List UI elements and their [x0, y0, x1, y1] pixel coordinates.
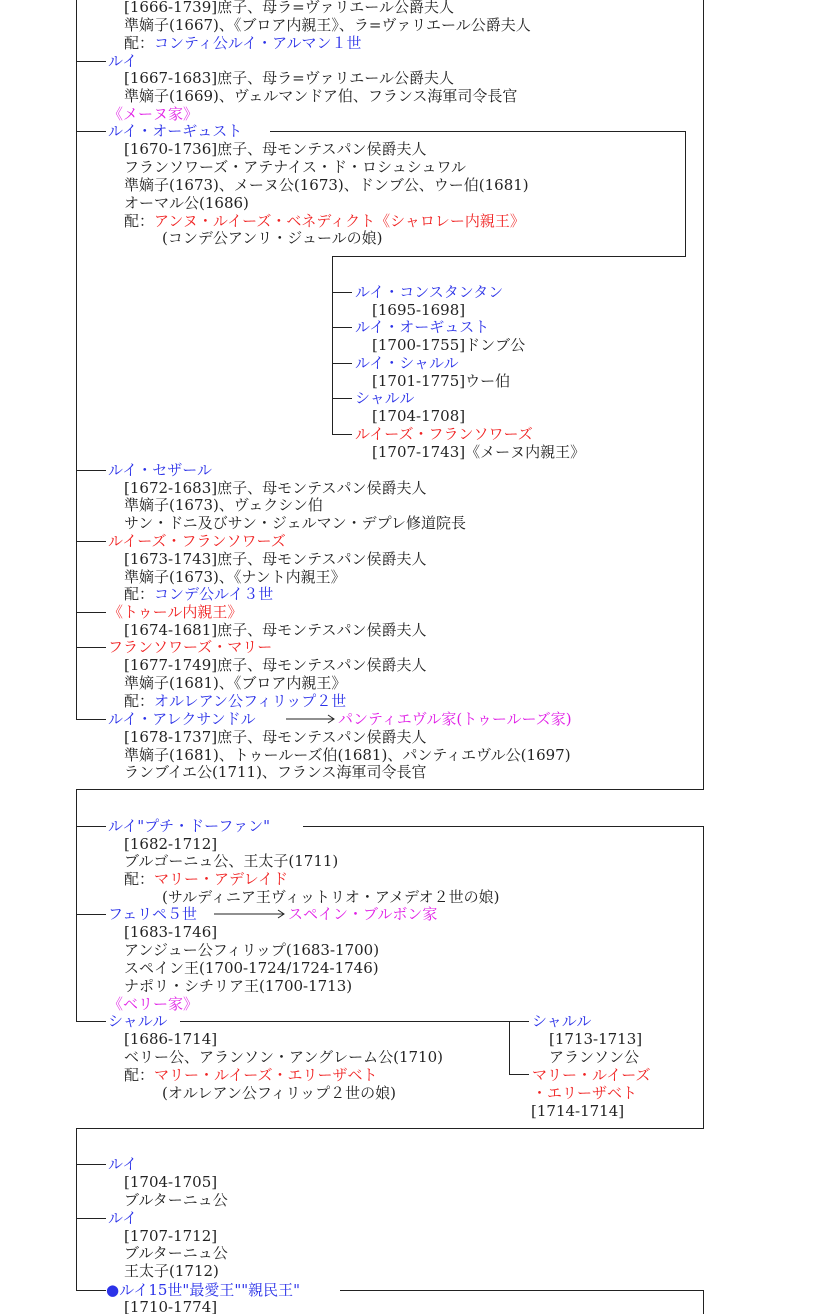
section3-right-border — [703, 1290, 704, 1314]
branch-connector-charles-berry — [76, 1021, 106, 1022]
mid-entry3-spouse-note: (オルレアン公フィリップ２世の娘) — [162, 1084, 396, 1102]
mid-entry3-spouse-row — [124, 1066, 378, 1084]
mid-entry1-titles: ブルゴーニュ公、王太子(1711) — [124, 852, 339, 870]
maine-child-1-link[interactable]: ルイ・コンスタンタン — [355, 283, 504, 301]
berry-child-1-dates: [1713-1713] — [549, 1030, 643, 1048]
bot-entry2-title-2: 王太子(1712) — [124, 1262, 219, 1280]
entry8-name-link[interactable]: ルイ・アレクサンドル — [108, 710, 256, 728]
entry3-spouse-row — [124, 212, 525, 230]
berry-child-1-link[interactable]: シャルル — [532, 1012, 592, 1030]
entry6-dates: [1674-1681]庶子、母モンテスパン侯爵夫人 — [124, 621, 427, 639]
mid-entry2-dates: [1683-1746] — [124, 923, 218, 941]
bot-entry3-row — [106, 1281, 300, 1299]
entry3-titles-cont: オーマル公(1686) — [124, 194, 249, 212]
house-penthievre-link[interactable]: パンティエヴル家(トゥールーズ家) — [338, 710, 572, 728]
spouse-label: 配： — [124, 692, 155, 710]
entry8-titles: 準嫡子(1681)、トゥールーズ伯(1681)、パンティエヴル公(1697) — [124, 746, 571, 764]
section1-bottom-border — [76, 789, 704, 790]
branch-connector-louis-1707 — [76, 1218, 106, 1219]
maine-children-trunk — [332, 256, 333, 434]
mid-entry1-name-link[interactable]: ルイ"プチ・ドーファン" — [108, 817, 270, 835]
bot-entry3-dates: [1710-1774] — [124, 1298, 218, 1314]
section2-left-border — [76, 789, 77, 1021]
house-berry-link[interactable]: 《ベリー家》 — [108, 995, 199, 1013]
entry8-dates: [1678-1737]庶子、母モンテスパン侯爵夫人 — [124, 728, 427, 746]
entry3-spouse-note: (コンデ公アンリ・ジュールの娘) — [162, 229, 383, 247]
section3-left-border — [76, 1128, 77, 1290]
berry-spouse-line — [180, 1021, 510, 1022]
bot-entry1-name-link[interactable]: ルイ — [108, 1155, 138, 1173]
bot-entry2-title: ブルターニュ公 — [124, 1244, 228, 1262]
entry8-titles-cont: ランブイエ公(1711)、フランス海軍司令長官 — [124, 763, 427, 781]
entry6-name-link[interactable]: 《トゥール内親王》 — [108, 603, 243, 621]
entry5-dates: [1673-1743]庶子、母モンテスパン侯爵夫人 — [124, 550, 427, 568]
maine-child-connector-3 — [332, 363, 352, 364]
entry2-titles: 準嫡子(1669)、ヴェルマンドア伯、フランス海軍司令長官 — [124, 87, 518, 105]
entry7-dates: [1677-1749]庶子、母モンテスパン侯爵夫人 — [124, 656, 427, 674]
entry5-spouse-link[interactable]: コンデ公ルイ３世 — [154, 585, 274, 603]
entry7-name-link[interactable]: フランソワーズ・マリー — [108, 638, 273, 656]
branch-connector-tours — [76, 612, 106, 613]
maine-child-5-detail: [1707-1743]《メーヌ内親王》 — [372, 443, 586, 461]
entry1-spouse-row — [124, 34, 361, 52]
maine-child-connector-1 — [332, 292, 352, 293]
entry1-dates: [1666-1739]庶子、母ラ=ヴァリエール公爵夫人 — [124, 0, 454, 16]
mid-entry2-name-link[interactable]: フェリペ５世 — [108, 905, 197, 923]
maine-child-connector-5 — [332, 434, 352, 435]
bot-entry2-name-link[interactable]: ルイ — [108, 1209, 138, 1227]
bullet-marker-icon: ● — [106, 1281, 120, 1299]
mid-entry1-spouse-link[interactable]: マリー・アデレイド — [154, 870, 288, 888]
maine-child-4-link[interactable]: シャルル — [355, 389, 415, 407]
house-spanish-bourbon-link[interactable]: スペイン・ブルボン家 — [288, 905, 438, 923]
entry7-titles: 準嫡子(1681)、《ブロア内親王》 — [124, 674, 347, 692]
spouse-label: 配： — [124, 870, 155, 888]
entry5-spouse-row — [124, 585, 273, 603]
maine-child-3-link[interactable]: ルイ・シャルル — [355, 354, 459, 372]
entry4-dates: [1672-1683]庶子、母モンテスパン侯爵夫人 — [124, 479, 427, 497]
branch-connector-louis-auguste — [76, 131, 106, 132]
mid-entry3-titles: ベリー公、アランソン・アングレーム公(1710) — [124, 1048, 443, 1066]
section2-spouse-line — [303, 826, 703, 827]
berry-child-connector-2 — [509, 1074, 529, 1075]
spouse-label: 配： — [124, 1066, 155, 1084]
branch-connector-philip-v — [76, 914, 106, 915]
entry5-name-link[interactable]: ルイーズ・フランソワーズ — [108, 532, 286, 550]
branch-connector-petit-dauphin — [76, 826, 106, 827]
entry5-titles: 準嫡子(1673)、《ナント内親王》 — [124, 568, 346, 586]
section1-right-border — [703, 0, 704, 789]
spouse-connector-maine-drop — [685, 131, 686, 256]
berry-children-trunk — [509, 1021, 510, 1074]
mid-entry2-titles: アンジュー公フィリップ(1683-1700) — [124, 941, 380, 959]
maine-child-connector-2 — [332, 327, 352, 328]
arrow-right-icon — [214, 909, 286, 919]
berry-child-2-link[interactable]: マリー・ルイーズ — [532, 1066, 651, 1084]
mid-entry3-name-link[interactable]: シャルル — [108, 1012, 168, 1030]
louis-xv-name-link[interactable]: ルイ15世"最愛王""親民王" — [119, 1281, 301, 1299]
spouse-label: 配： — [124, 585, 155, 603]
entry4-name-link[interactable]: ルイ・セザール — [108, 461, 212, 479]
branch-connector-louis-cesar — [76, 470, 106, 471]
maine-child-connector-4 — [332, 398, 352, 399]
maine-child-4-detail: [1704-1708] — [372, 407, 466, 425]
berry-child-2-link-cont[interactable]: ・エリーザベト — [532, 1084, 638, 1102]
berry-child-1-title: アランソン公 — [549, 1048, 640, 1066]
entry3-spouse-link[interactable]: アンヌ・ルイーズ・ベネディクト《シャロレー内親王》 — [154, 212, 525, 230]
section2-bottom-border — [76, 1128, 704, 1129]
bot-entry1-title: ブルターニュ公 — [124, 1191, 228, 1209]
mid-entry3-dates: [1686-1714] — [124, 1030, 218, 1048]
maine-child-2-link[interactable]: ルイ・オーギュスト — [355, 318, 490, 336]
mid-entry3-spouse-link[interactable]: マリー・ルイーズ・エリーザベト — [154, 1066, 378, 1084]
entry3-titles: 準嫡子(1673)、メーヌ公(1673)、ドンブ公、ウー伯(1681) — [124, 176, 529, 194]
branch-connector-louis-xv — [76, 1290, 106, 1291]
spouse-label: 配： — [124, 34, 155, 52]
section2-right-border — [703, 826, 704, 1128]
entry7-spouse-row — [124, 692, 346, 710]
entry2-name-link[interactable]: ルイ — [108, 52, 138, 70]
entry1-spouse-link[interactable]: コンティ公ルイ・アルマン１世 — [154, 34, 362, 52]
house-maine-link[interactable]: 《メーヌ家》 — [108, 105, 199, 123]
entry3-name-link[interactable]: ルイ・オーギュスト — [108, 122, 243, 140]
entry3-fullname: フランソワーズ・アテナイス・ド・ロシュシュワル — [124, 158, 467, 176]
maine-child-5-link[interactable]: ルイーズ・フランソワーズ — [355, 425, 533, 443]
louis-xv-spouse-line — [340, 1290, 703, 1291]
mid-entry2-titles-3: ナポリ・シチリア王(1700-1713) — [124, 977, 353, 995]
branch-connector-louis — [76, 61, 106, 62]
branch-connector-francoise-marie — [76, 647, 106, 648]
maine-child-1-detail: [1695-1698] — [372, 301, 466, 319]
bot-entry1-dates: [1704-1705] — [124, 1173, 218, 1191]
spouse-connector-maine — [270, 131, 685, 132]
entry3-dates: [1670-1736]庶子、母モンテスパン侯爵夫人 — [124, 140, 427, 158]
maine-child-3-detail: [1701-1775]ウー伯 — [372, 372, 511, 390]
berry-child-2-dates: [1714-1714] — [531, 1102, 625, 1120]
berry-child-connector-1 — [509, 1021, 529, 1022]
entry4-titles: 準嫡子(1673)、ヴェクシン伯 — [124, 496, 323, 514]
branch-connector-louise-francoise — [76, 541, 106, 542]
maine-children-top-line — [332, 256, 686, 257]
spouse-label: 配： — [124, 212, 155, 230]
entry1-titles: 準嫡子(1667)、《ブロア内親王》、ラ=ヴァリエール公爵夫人 — [124, 16, 531, 34]
mid-entry1-spouse-row — [124, 870, 288, 888]
mid-entry2-titles-2: スペイン王(1700-1724/1724-1746) — [124, 959, 379, 977]
arrow-right-icon — [286, 714, 336, 724]
mid-entry1-spouse-note: (サルディニア王ヴィットリオ・アメデオ２世の娘) — [162, 888, 500, 906]
maine-child-2-detail: [1700-1755]ドンブ公 — [372, 336, 526, 354]
branch-connector-louis-alexandre — [76, 719, 106, 720]
entry7-spouse-link[interactable]: オルレアン公フィリップ２世 — [154, 692, 347, 710]
entry2-dates: [1667-1683]庶子、母ラ=ヴァリエール公爵夫人 — [124, 69, 454, 87]
mid-entry1-dates: [1682-1712] — [124, 835, 218, 853]
bot-entry2-dates: [1707-1712] — [124, 1227, 218, 1245]
branch-connector-louis-1704 — [76, 1164, 106, 1165]
entry4-titles-cont: サン・ドニ及びサン・ジェルマン・デプレ修道院長 — [124, 514, 467, 532]
